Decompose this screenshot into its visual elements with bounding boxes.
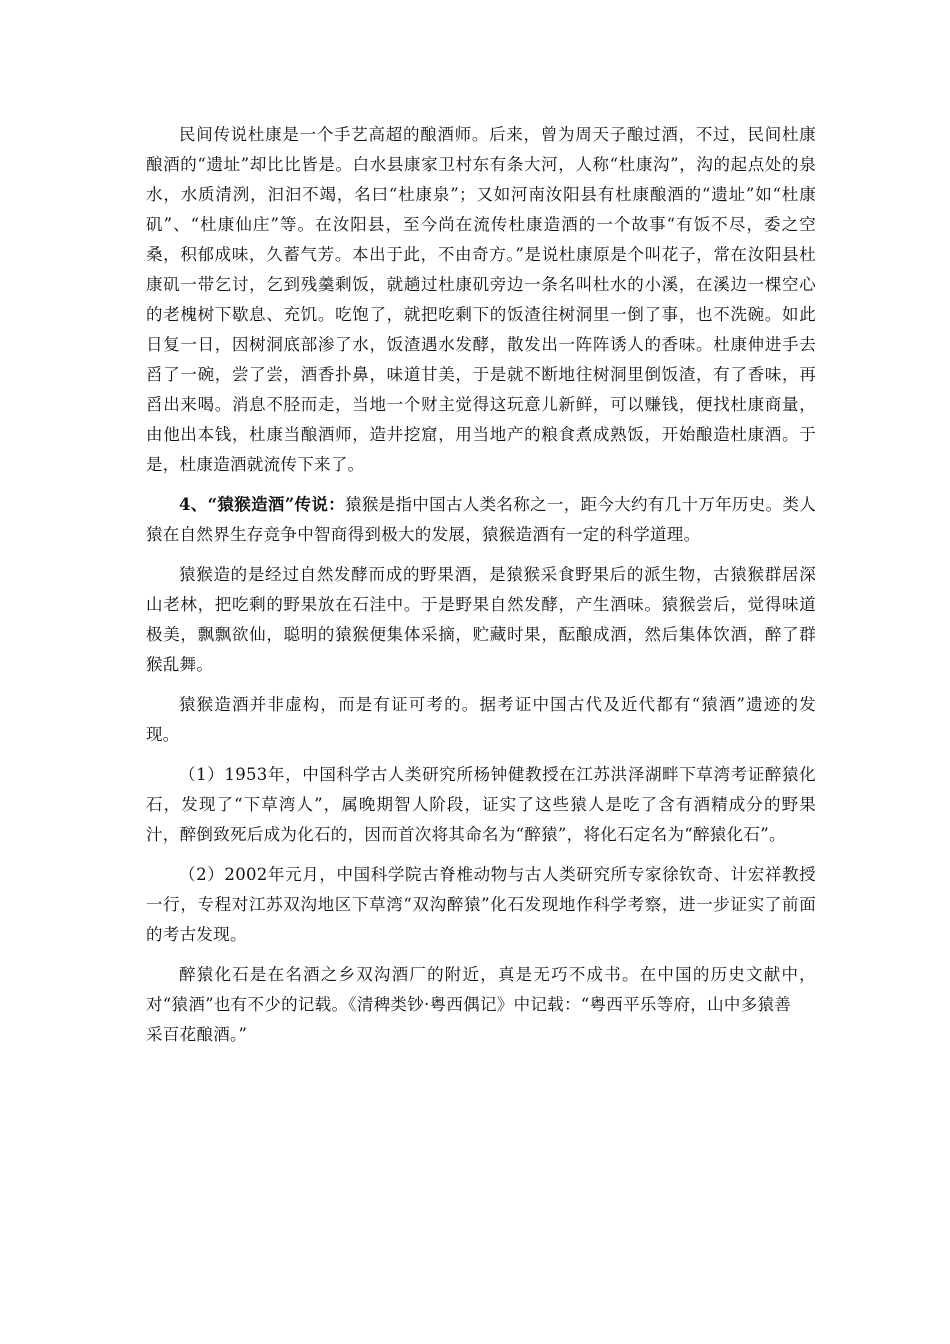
paragraph-ape-wine-records-end: 采百花酿酒。” xyxy=(146,1025,248,1044)
list-item-2002-survey: （2）2002年元月，中国科学院古脊椎动物与古人类研究所专家徐钦奇、计宏祥教授一行，专程对江苏双沟地区下草湾“双沟醉猿”化石发现地作科学考察，进一步证实了前面的考古发现。 xyxy=(146,865,816,944)
list-item-1953-discovery: （1）1953年，中国科学古人类研究所杨钟健教授在江苏洪泽湖畔下草湾考证醉猿化石，发现了“下草湾人”，属晚期智人阶段，证实了这些猿人是吃了含有酒精成分的野果汁，醉倒致死后成为化石的，因而首次将其命名为“醉猿”，将化石定名为“醉猿化石”。 xyxy=(146,765,816,844)
section-heading-ape-wine: 4、“猿猴造酒”传说： xyxy=(179,495,346,514)
document-page xyxy=(146,120,816,1060)
paragraph-ape-wine-intro xyxy=(146,490,816,550)
paragraph-ape-wine-evidence: 猿猴造酒并非虚构，而是有证可考的。据考证中国古代及近代都有“猿酒”遗迹的发现。 xyxy=(146,695,816,744)
paragraph-ape-wine-intro-text: 猿猴是指中国古人类名称之一，距今大约有几十万年历史。类人猿在自然界生存竞争中智商得到极大的发展，猿猴造酒有一定的科学道理。 xyxy=(146,495,817,544)
paragraph-dukang-legend: 民间传说杜康是一个手艺高超的酿酒师。后来，曾为周天子酿过酒，不过，民间杜康酿酒的“遗址”却比比皆是。白水县康家卫村东有条大河，人称“杜康沟”，沟的起点处的泉水，水质清洌，汩汩不竭，名曰“杜康泉”；又如河南汝阳县有杜康酿酒的“遗址”如“杜康矶”、“杜康仙庄”等。在汝阳县，至今尚在流传杜康造酒的一个故事“有饭不尽，委之空桑，积郁成味，久蓄气芳。本出于此，不由奇方。”是说杜康原是个叫花子，常在汝阳县杜康矶一带乞讨，乞到残羹剩饭，就趟过杜康矶旁边一条名叫杜水的小溪，在溪边一棵空心的老槐树下歇息、充饥。吃饱了，就把吃剩下的饭渣往树洞里一倒了事，也不洗碗。如此日复一日，因树洞底部渗了水，饭渣遇水发酵，散发出一阵阵诱人的香味。杜康伸进手去舀了一碗，尝了尝，酒香扑鼻，味道甘美，于是就不断地往树洞里倒饭渣，有了香味，再舀出来喝。消息不胫而走，当地一个财主觉得这玩意儿新鲜，可以赚钱，便找杜康商量，由他出本钱，杜康当酿酒师，造井挖窟，用当地产的粮食煮成熟饭，开始酿造杜康酒。于是，杜康造酒就流传下来了。 xyxy=(146,125,816,474)
paragraph-ape-wine-records: 醉猿化石是在名酒之乡双沟酒厂的附近，真是无巧不成书。在中国的历史文献中，对“猿酒”也有不少的记载。《清稗类钞·粤西偶记》中记载：“粤西平乐等府，山中多猿善 xyxy=(146,965,816,1014)
paragraph-ape-fruit-wine: 猿猴造的是经过自然发酵而成的野果酒，是猿猴采食野果后的派生物，古猿猴群居深山老林，把吃剩的野果放在石洼中。于是野果自然发酵，产生酒味。猿猴尝后，觉得味道极美，飘飘欲仙，聪明的猿猴便集体采摘，贮藏时果，酝酿成酒，然后集体饮酒，醉了群猴乱舞。 xyxy=(146,565,816,674)
